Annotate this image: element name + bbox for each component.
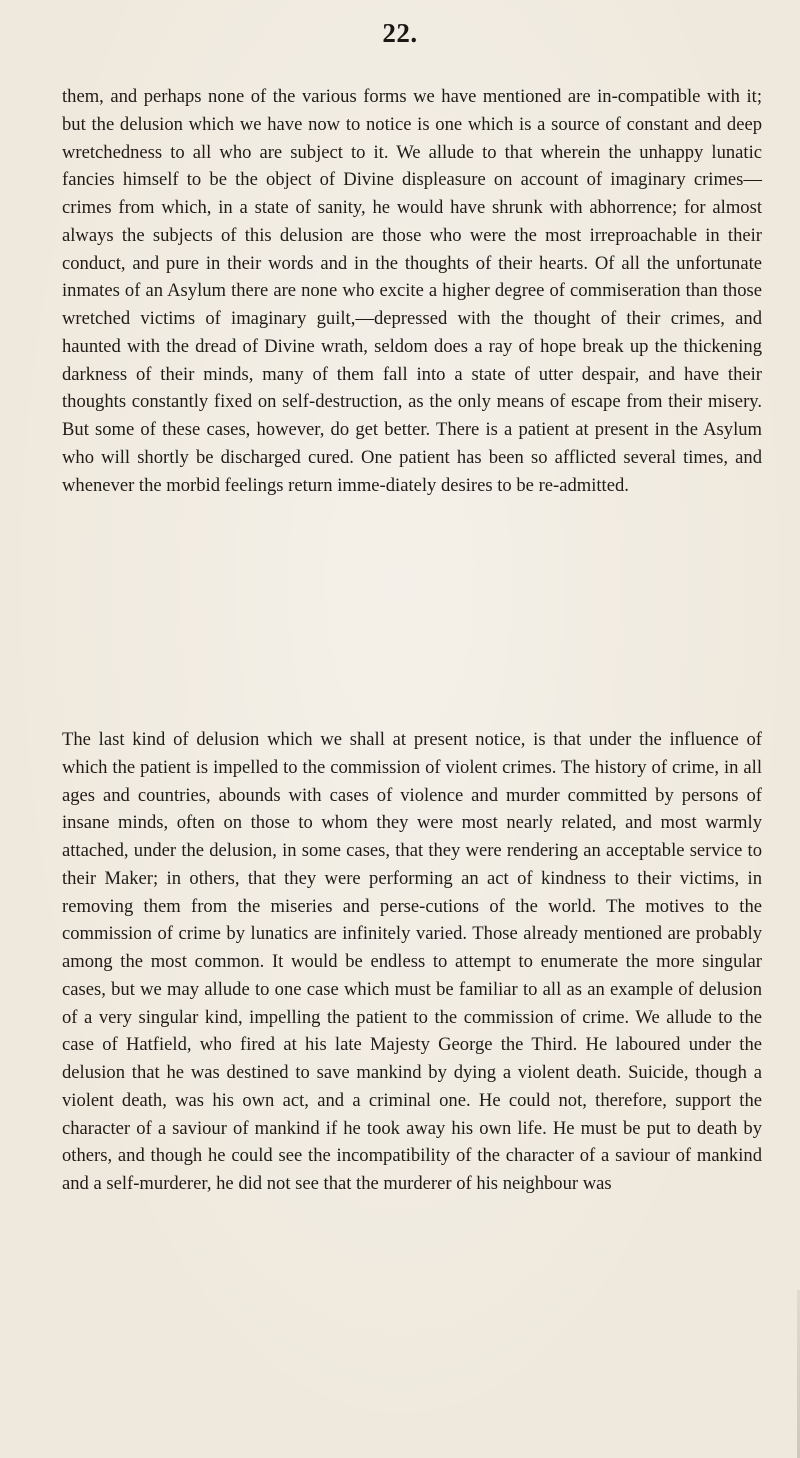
paragraph-2: The last kind of delusion which we shall at present notice, is that under the influence of which the patient is impelled to the commission of violent crimes. The history of crime, in all ages and countries, abounds with cases of violence and murder committed by persons of insane minds, often on those to whom they were most nearly related, and most warmly attached, under the delusion, in some cases, that they were rendering an acceptable service to their Maker; in others, that they were performing an act of kindness to their victims, in removing them from the miseries and perse-cutions of the world. The motives to the commission of crime by lunatics are infinitely varied. Those already mentioned are probably among the most common. It would be endless to attempt to enumerate the more singular cases, but we may allude to one case which must be familiar to all as an example of delusion of a very singular kind, impelling the patient to the commission of crime. We allude to the case of Hatfield, who fired at his late Majesty George the Third. He laboured under the delusion that he was destined to save mankind by dying a violent death. Suicide, though a violent death, was his own act, and a criminal one. He could not, therefore, support the character of a saviour of mankind if he took away his own life. He must be put to death by others, and though he could see the incompatibility of the character of a saviour of mankind and a self-murderer, he did not see that the murderer of his neighbour was [62,729,762,1194]
paragraph-1: them, and perhaps none of the various forms we have mentioned are in-compatible with it; but the delusion which we have now to notice is one which is a source of constant and deep wretchedness to all who are subject to it. We allude to that wherein the unhappy lunatic fancies himself to be the object of Divine displeasure on account of imaginary crimes—crimes from which, in a state of sanity, he would have shrunk with abhorrence; for almost always the subjects of this delusion are those who were the most irreproachable in their conduct, and pure in their words and in the thoughts of their hearts. Of all the unfortunate inmates of an Asylum there are none who excite a higher degree of commiseration than those wretched victims of imaginary guilt,—depressed with the thought of their crimes, and haunted with the dread of Divine wrath, seldom does a ray of hope break up the thickening darkness of their minds, many of them fall into a state of utter despair, and have their thoughts constantly fixed on self-destruction, as the only means of escape from their misery. But some of these cases, however, do get better. There is a patient at present in the Asylum who will shortly be discharged cured. One patient has been so afflicted several times, and whenever the morbid feelings return imme-diately desires to be re-admitted. [62,86,762,496]
page-number: 22. [382,18,418,48]
